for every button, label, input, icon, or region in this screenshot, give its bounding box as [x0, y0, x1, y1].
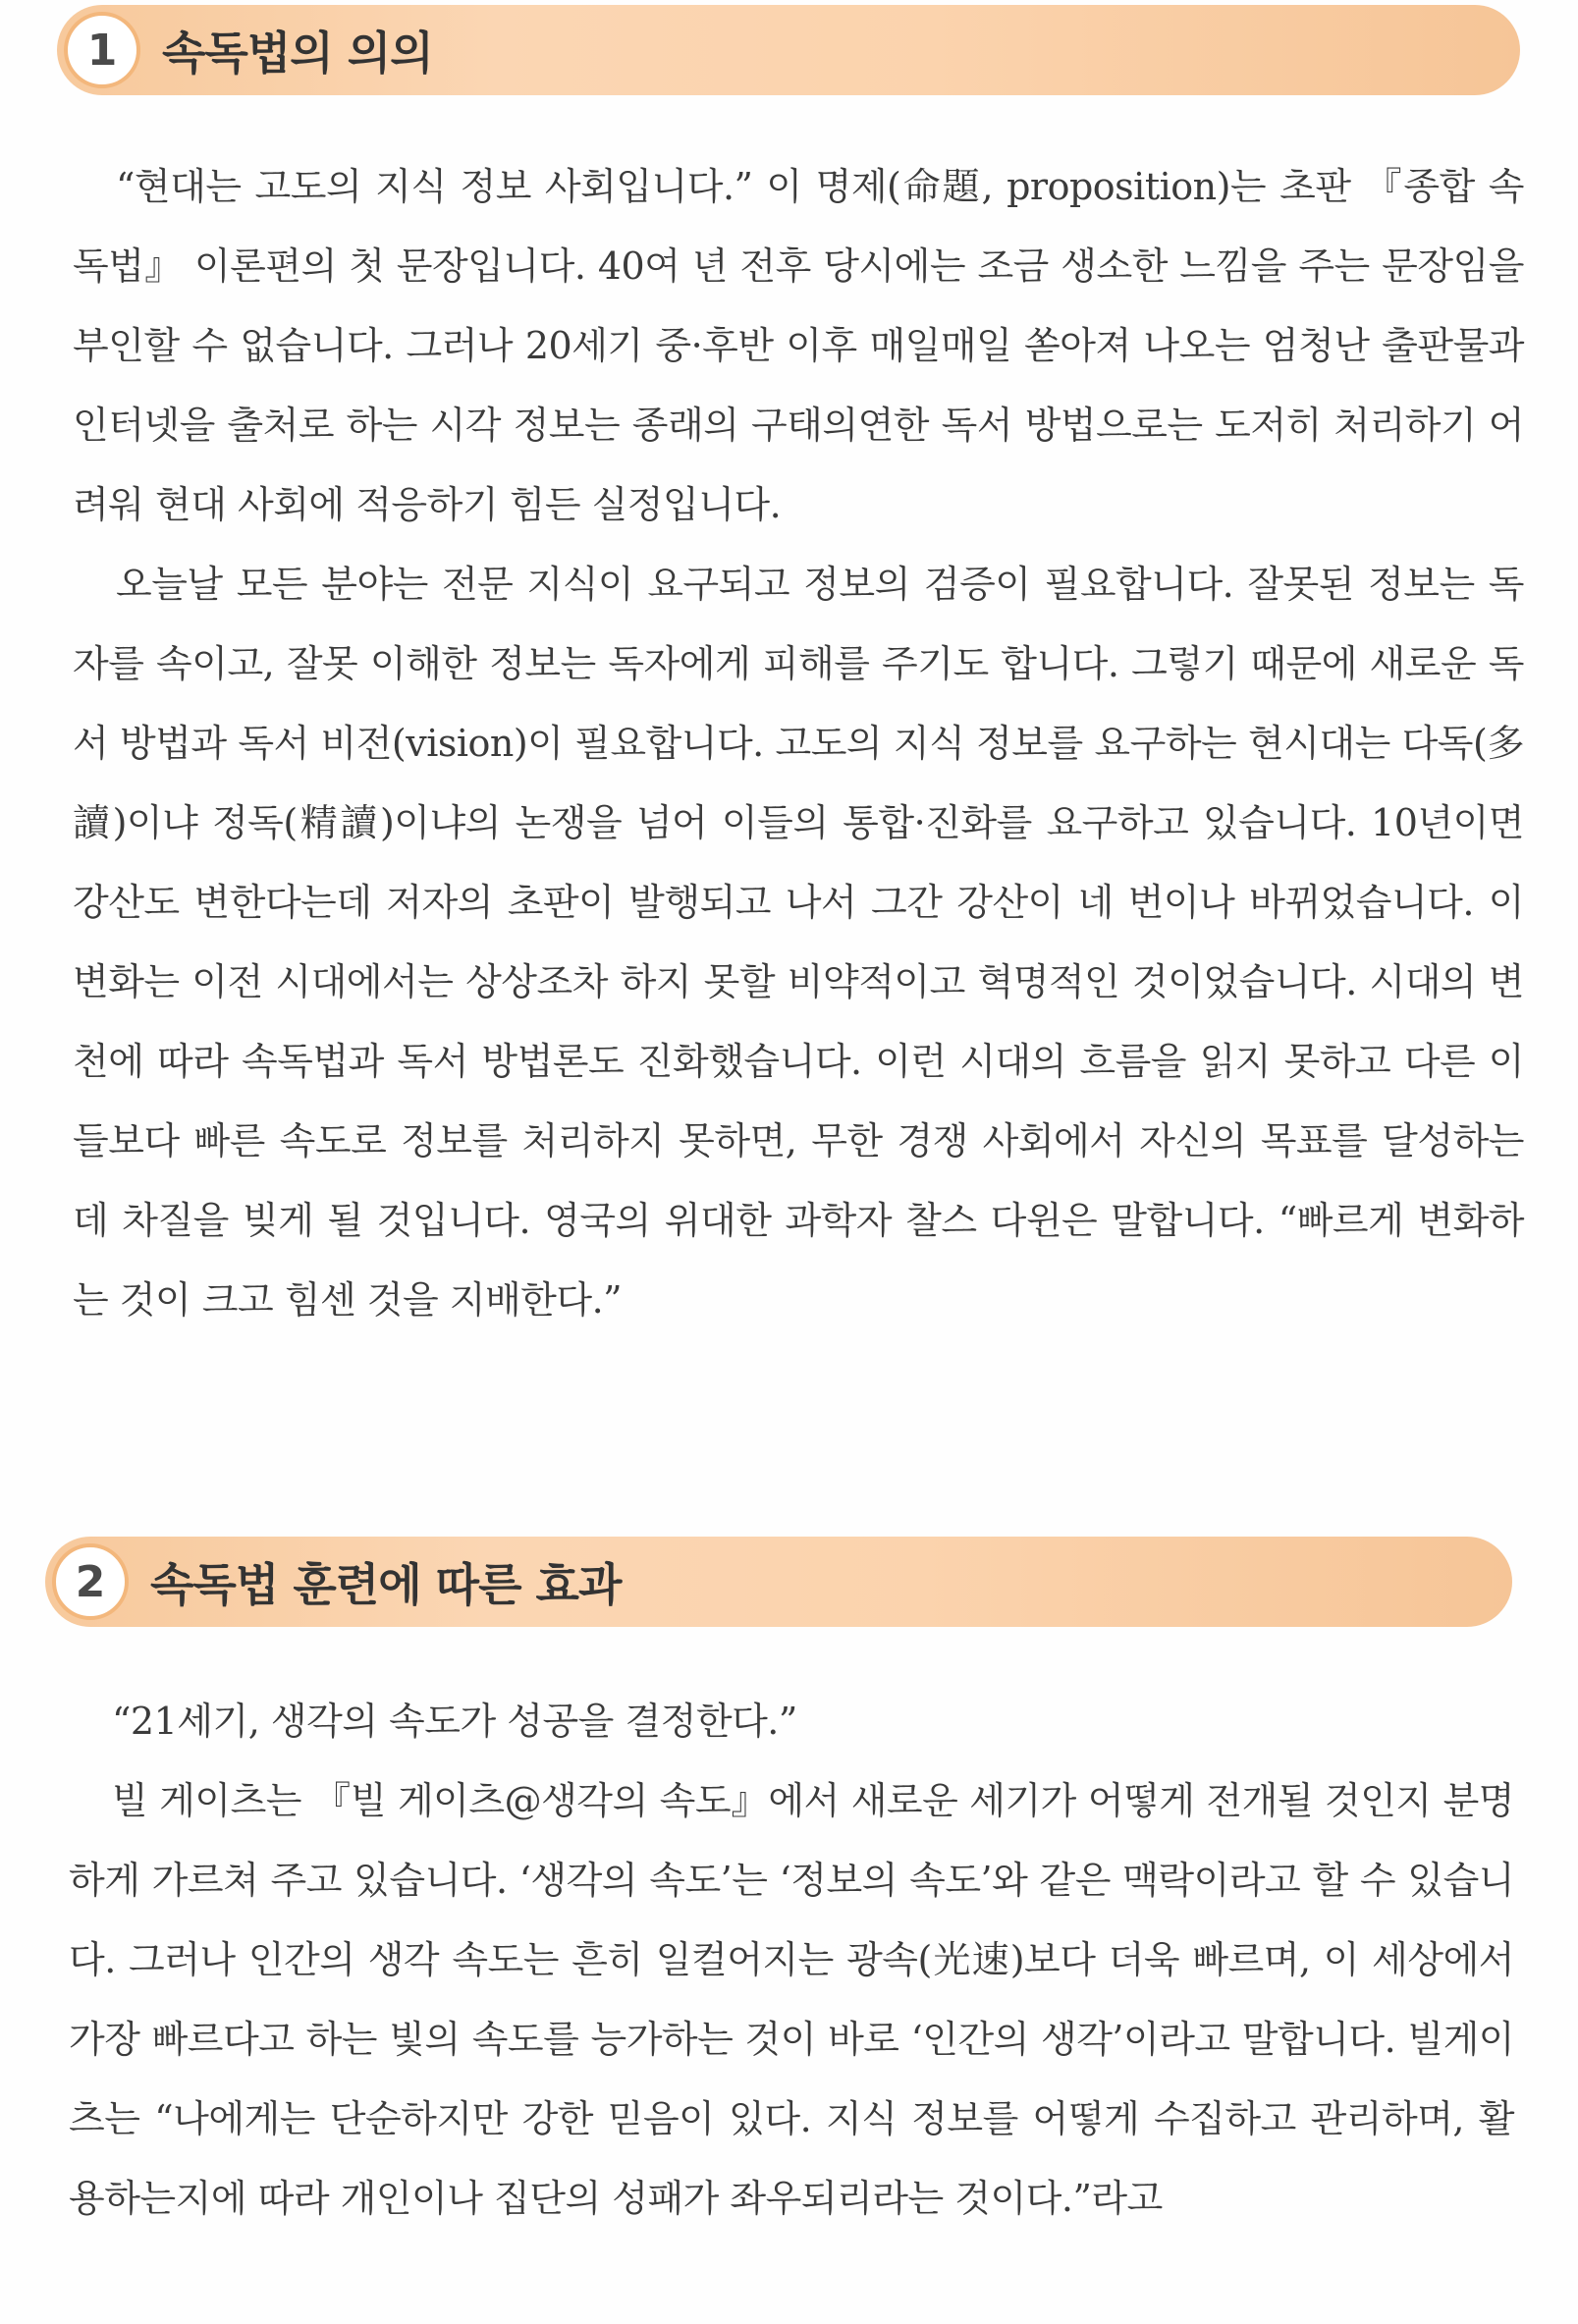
section-1-number: 1: [64, 12, 140, 88]
section-1-paragraph-1: “현대는 고도의 지식 정보 사회입니다.” 이 명제(命題, proposition)는 초판 『종합 속독법』 이론편의 첫 문장입니다. 40여 년 전후 당시에는 조금 생소한 느낌을 주는 문장임을 부인할 수 없습니다. 그러나 20세기 중·후반 이후 매일매일 쏟아져 나오는 엄청난 출판물과 인터넷을 출처로 하는 시각 정보는 종래의 구태의연한 독서 방법으로는 도저히 처리하기 어려워 현대 사회에 적응하기 힘든 실정입니다.: [73, 165, 1524, 526]
section-2-paragraph-1: 빌 게이츠는 『빌 게이츠@생각의 속도』에서 새로운 세기가 어떻게 전개될 것인지 분명하게 가르쳐 주고 있습니다. ‘생각의 속도’는 ‘정보의 속도’와 같은 맥락이라고 할 수 있습니다. 그러나 인간의 생각 속도는 흔히 일컬어지는 광속(光速)보다 더욱 빠르며, 이 세상에서 가장 빠르다고 하는 빛의 속도를 능가하는 것이 바로 ‘인간의 생각’이라고 말합니다. 빌게이츠는 “나에게는 단순하지만 강한 믿음이 있다. 지식 정보를 어떻게 수집하고 관리하며, 활용하는지에 따라 개인이나 집단의 성패가 좌우되리라는 것이다.”라고: [69, 1779, 1514, 2220]
section-1-paragraph-2: 오늘날 모든 분야는 전문 지식이 요구되고 정보의 검증이 필요합니다. 잘못된 정보는 독자를 속이고, 잘못 이해한 정보는 독자에게 피해를 주기도 합니다. 그렇기 때문에 새로운 독서 방법과 독서 비전(vision)이 필요합니다. 고도의 지식 정보를 요구하는 현시대는 다독(多讀)이냐 정독(精讀)이냐의 논쟁을 넘어 이들의 통합·진화를 요구하고 있습니다. 10년이면 강산도 변한다는데 저자의 초판이 발행되고 나서 그간 강산이 네 번이나 바뀌었습니다. 이 변화는 이전 시대에서는 상상조차 하지 못할 비약적이고 혁명적인 것이었습니다. 시대의 변천에 따라 속독법과 독서 방법론도 진화했습니다. 이런 시대의 흐름을 읽지 못하고 다른 이들보다 빠른 속도로 정보를 처리하지 못하면, 무한 경쟁 사회에서 자신의 목표를 달성하는 데 차질을 빚게 될 것입니다. 영국의 위대한 과학자 찰스 다윈은 말합니다. “빠르게 변화하는 것이 크고 힘센 것을 지배한다.”: [73, 563, 1524, 1322]
section-2-title: 속독법 훈련에 따른 효과: [150, 1558, 622, 1611]
section-1-body: [73, 147, 1524, 1340]
section-2-header: [45, 1537, 1512, 1627]
section-1-title: 속독법의 의의: [162, 27, 433, 80]
section-1-header: [57, 5, 1520, 95]
section-2-number: 2: [52, 1543, 129, 1620]
section-2-quote: “21세기, 생각의 속도가 성공을 결정한다.”: [112, 1700, 797, 1743]
section-2-body: [69, 1682, 1514, 2239]
